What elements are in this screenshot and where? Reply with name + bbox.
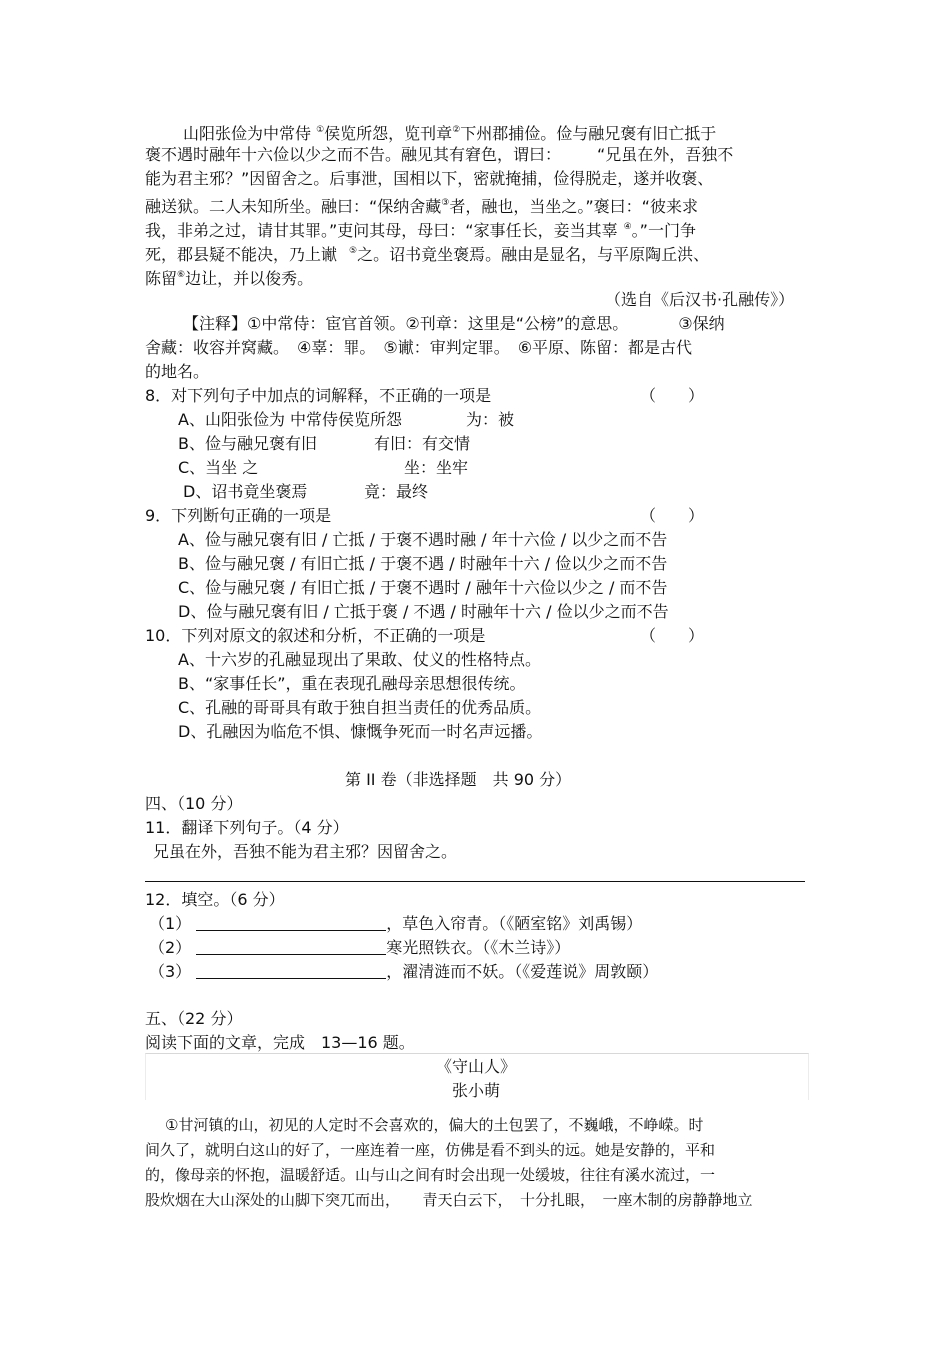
passage-line-3: 能为君主邪？”因留舍之。后事泄，国相以下，密就掩捕，俭得脱走，遂并收褒、 <box>145 169 714 188</box>
q11-answer-line <box>145 881 805 882</box>
q9-option-d: D、俭与融兄褒有旧 / 亡抵于褒 / 不遇 / 时融年十六 / 俭以少之而不告 <box>178 602 669 621</box>
q8-stem: 8．对下列句子中加点的词解释，不正确的一项是 <box>145 386 492 405</box>
passage-line-2: 褒不遇时融年十六俭以少之而不告。融见其有窘色，谓曰： “兄虽在外，吾独不 <box>145 145 734 164</box>
q9-option-c: C、俭与融兄褒 / 有旧亡抵 / 于褒不遇时 / 融年十六俭以少之 / 而不告 <box>178 578 668 597</box>
q10-stem: 10．下列对原文的叙述和分析，不正确的一项是 <box>145 626 486 645</box>
q8-option-c: C、当坐 之 <box>178 458 259 477</box>
q12-stem: 12．填空。（6 分） <box>145 890 285 909</box>
q11-sentence: 兄虽在外，吾独不能为君主邪？因留舍之。 <box>153 842 458 861</box>
q8-option-d: D、诏书竟坐褒焉 <box>183 482 308 501</box>
q12-item-2: （2） 寒光照铁衣。（《木兰诗》） <box>149 938 571 957</box>
q10-option-b: B、“家事任长”，重在表现孔融母亲思想很传统。 <box>178 674 526 693</box>
passage-line-6: 死，郡县疑不能决，乃上谳 ⑤之。诏书竟坐褒焉。融由是显名，与平原陶丘洪、 <box>145 245 710 264</box>
q9-answer-paren: （ ） <box>640 506 705 525</box>
passage-source: （选自《后汉书·孔融传》） <box>605 290 795 309</box>
article-line-2: 间久了，就明白这山的好了，一座连着一座，仿佛是看不到头的远。她是安静的，平和 <box>145 1141 716 1159</box>
section-5-intro: 阅读下面的文章，完成 13—16 题。 <box>145 1033 415 1052</box>
q8-option-d-explain: 竟：最终 <box>364 482 429 501</box>
q8-option-a: A、山阳张俭为 中常侍侯览所怨 <box>178 410 403 429</box>
section-5-heading: 五、（22 分） <box>145 1009 243 1028</box>
article-title: 《守山人》 <box>435 1057 516 1076</box>
q8-option-c-explain: 坐：坐牢 <box>404 458 469 477</box>
q10-option-c: C、孔融的哥哥具有敢于独自担当责任的优秀品质。 <box>178 698 542 717</box>
article-line-1: ①甘河镇的山，初见的人定时不会喜欢的，偏大的土包罢了，不巍峨，不峥嵘。时 <box>165 1116 704 1134</box>
q10-answer-paren: （ ） <box>640 626 705 645</box>
q8-option-b: B、俭与融兄褒有旧 <box>178 434 317 453</box>
passage-line-7: 陈留⑥边让，并以俊秀。 <box>145 269 314 288</box>
q8-option-b-explain: 有旧：有交情 <box>374 434 471 453</box>
passage-line-5: 我，非弟之过，请甘其罪。”吏问其母，母曰：“家事任长，妾当其辜 ④。”一门争 <box>145 221 696 240</box>
q12-blank-3[interactable] <box>196 963 386 979</box>
q12-blank-2[interactable] <box>196 939 386 955</box>
q12-item-1: （1） ，草色入帘青。（《陋室铭》刘禹锡） <box>149 914 643 933</box>
notes-line-3: 的地名。 <box>145 362 210 381</box>
q10-option-a: A、十六岁的孔融显现出了果敢、仗义的性格特点。 <box>178 650 541 669</box>
article-line-4: 股炊烟在大山深处的山脚下突兀而出， 青天白云下， 十分扎眼， 一座木制的房静静地立 <box>145 1191 753 1209</box>
q9-stem: 9．下列断句正确的一项是 <box>145 506 332 525</box>
passage-line-1: 山阳张俭为中常侍 ①侯览所怨，览刊章②下州郡捕俭。俭与融兄褒有旧亡抵于 <box>183 124 717 143</box>
q8-option-a-explain: 为：被 <box>466 410 515 429</box>
notes-line-1: 【注释】①中常侍：宦官首领。②刊章：这里是“公榜”的意思。 ③保纳 <box>183 314 725 333</box>
q12-blank-1[interactable] <box>196 915 386 931</box>
section-4-heading: 四、（10 分） <box>145 794 243 813</box>
q8-answer-paren: （ ） <box>640 386 705 405</box>
notes-line-2: 舍藏：收容并窝藏。 ④辜：罪。 ⑤谳：审判定罪。 ⑥平原、陈留：都是古代 <box>145 338 693 357</box>
article-author: 张小萌 <box>451 1081 500 1100</box>
q11-stem: 11．翻译下列句子。（4 分） <box>145 818 349 837</box>
passage-line-4: 融送狱。二人未知所坐。融曰：“保纳舍藏③者，融也，当坐之。”褒曰：“彼来求 <box>145 197 698 216</box>
q9-option-a: A、俭与融兄褒有旧 / 亡抵 / 于褒不遇时融 / 年十六俭 / 以少之而不告 <box>178 530 668 549</box>
part2-title: 第 II 卷（非选择题 共 90 分） <box>345 770 572 789</box>
q12-item-3: （3） ，濯清涟而不妖。（《爱莲说》周敦颐） <box>149 962 659 981</box>
q10-option-d: D、孔融因为临危不惧、慷慨争死而一时名声远播。 <box>178 722 543 741</box>
article-line-3: 的，像母亲的怀抱，温暖舒适。山与山之间有时会出现一处缓坡，往往有溪水流过，一 <box>145 1166 716 1184</box>
q9-option-b: B、俭与融兄褒 / 有旧亡抵 / 于褒不遇 / 时融年十六 / 俭以少之而不告 <box>178 554 668 573</box>
